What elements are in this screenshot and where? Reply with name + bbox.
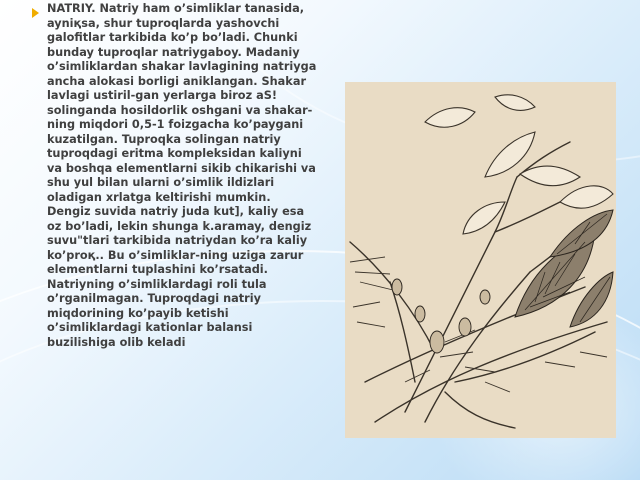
plant-sketch-icon bbox=[345, 82, 616, 438]
body-text: NATRIY. Natriy ham o’simliklar tanasida, ayniқsa, shur tuproqlarda yashovchi galofitlar tarkibida ko’p bo’ladi. Chunki bunday tuproqlar natriygaboy. Madaniy o’simliklardan shakar lavlagining natriyga ancha alokasi borligi aniklangan. Shakar lavlagi ustiril-gan yerlarga biroz aS! solinganda hosildorlik oshgani va shakar-ning miqdori 0,5-1 foizgacha ko’paygani kuzatilgan. Tuproqka solingan natriy tuproqdagi eritma kompleksidan kaliyni va boshqa elementlarni sikib chikarishi va shu yul bilan ularni o’simlik ildizlari oladigan xrlatga keltirishi mumkin. Dengiz suvida natriy juda kut], kaliy esa oz bo’ladi, lekin shunga k.aramay, dengiz suvu"tlari tarkibida natriydan ko’ra kaliy ko’proқ.. Bu o’simliklar-ning uziga zarur elementlarni tuplashini ko’rsatadi. Natriyning o’simliklardagi roli tula o’rganilmagan. Tuproqdagi natriy miqdorining ko’payib ketishi o’simliklardagi kationlar balansi buzilishiga olib keladi bbox=[47, 2, 317, 349]
triangle-bullet-icon bbox=[32, 8, 39, 18]
plant-sketch-illustration bbox=[345, 82, 616, 438]
